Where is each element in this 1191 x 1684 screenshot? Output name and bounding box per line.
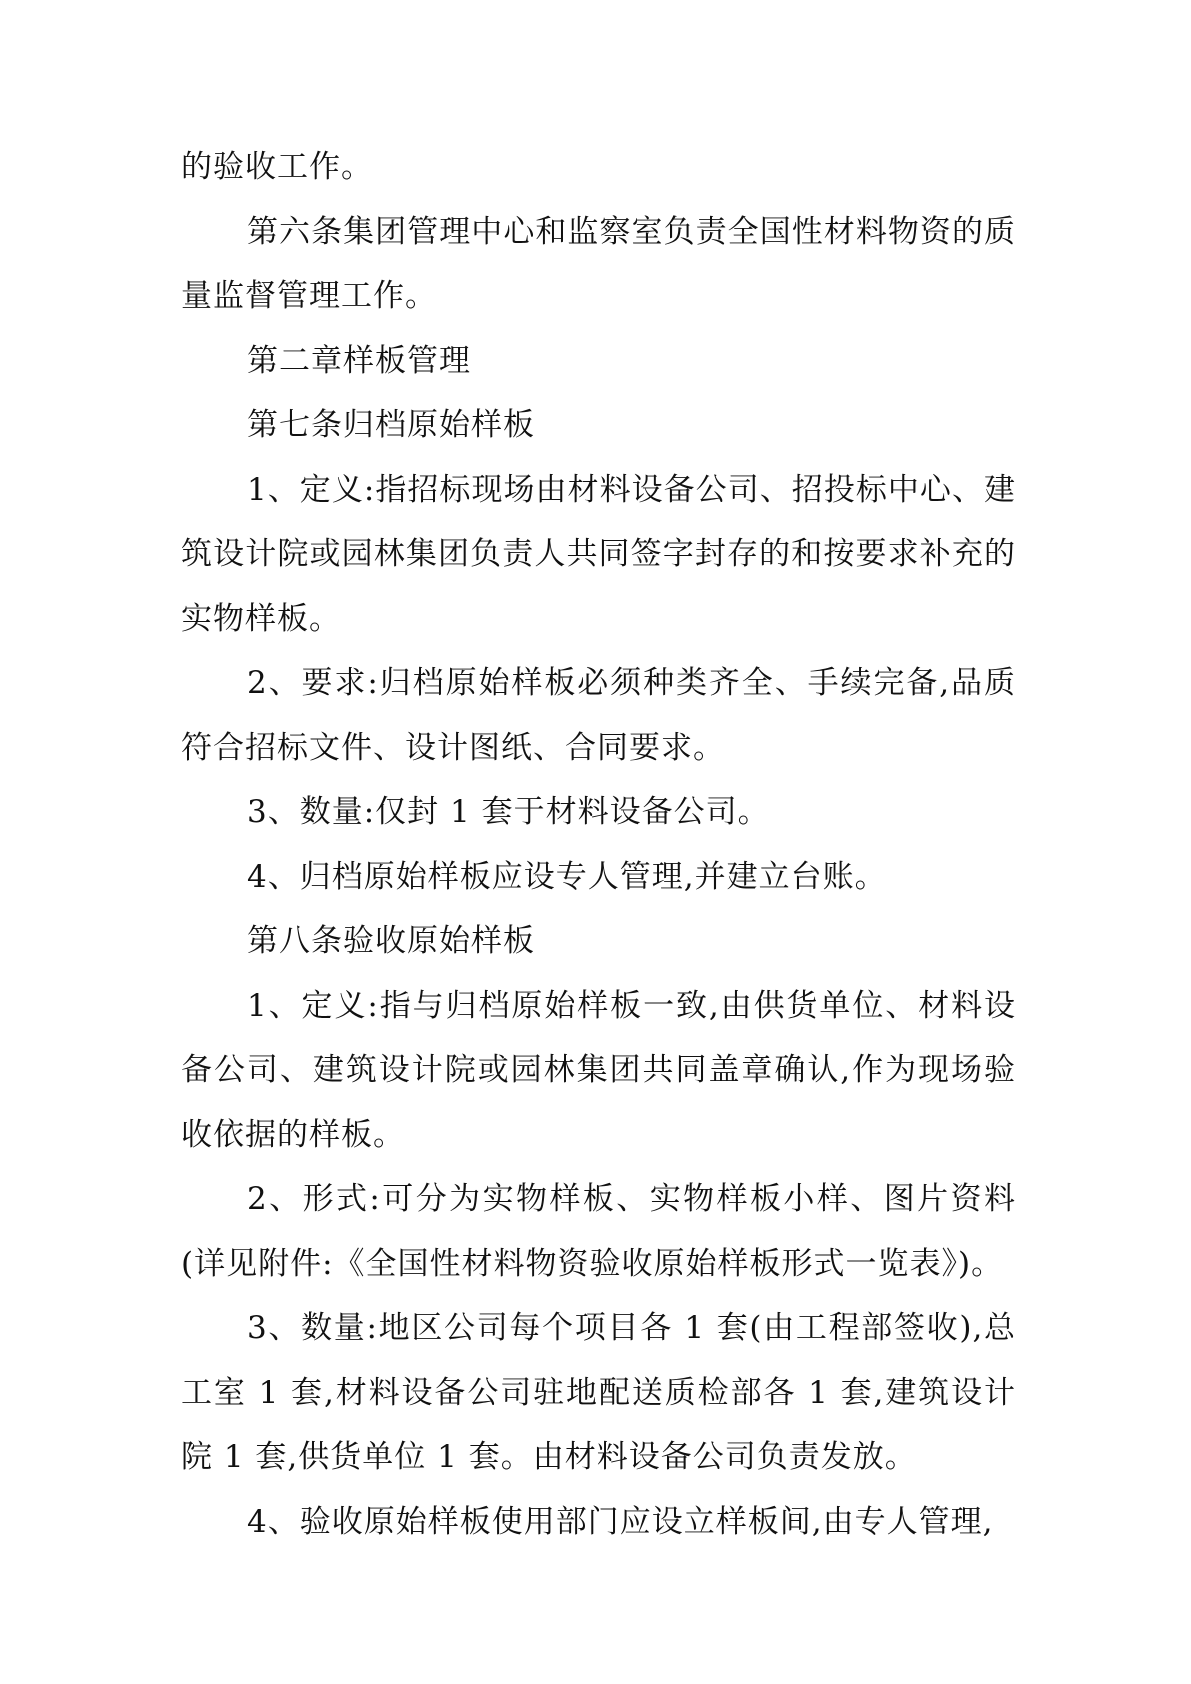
- article-8-item-1: 1、定义:指与归档原始样板一致,由供货单位、材料设备公司、建筑设计院或园林集团共同盖章确认,作为现场验收依据的样板。: [181, 987, 1016, 1153]
- article-8-heading: 第八条验收原始样板: [247, 923, 535, 959]
- document-body: [181, 135, 1016, 1554]
- article-7-item-2: 2、要求:归档原始样板必须种类齐全、手续完备,品质符合招标文件、设计图纸、合同要求。: [181, 665, 1016, 766]
- article-7-item-4: 4、归档原始样板应设专人管理,并建立台账。: [247, 858, 887, 895]
- article-7-item-1: 1、定义:指招标现场由材料设备公司、招投标中心、建筑设计院或园林集团负责人共同签字封存的和按要求补充的实物样板。: [181, 471, 1016, 637]
- paragraph-article-6: 第六条集团管理中心和监察室负责全国性材料物资的质量监督管理工作。: [181, 213, 1016, 314]
- paragraph-continuation: 的验收工作。: [181, 149, 373, 185]
- article-8-item-3: 3、数量:地区公司每个项目各 1 套(由工程部签收),总工室 1 套,材料设备公司驻地配送质检部各 1 套,建筑设计院 1 套,供货单位 1 套。由材料设备公司负责发放。: [181, 1310, 1016, 1475]
- article-8-item-2: 2、形式:可分为实物样板、实物样板小样、图片资料(详见附件:《全国性材料物资验收原始样板形式一览表》)。: [181, 1181, 1016, 1282]
- chapter-heading: 第二章样板管理: [247, 342, 471, 379]
- article-8-item-4: 4、验收原始样板使用部门应设立样板间,由专人管理,: [247, 1503, 994, 1540]
- article-7-heading: 第七条归档原始样板: [247, 407, 535, 443]
- article-7-item-3: 3、数量:仅封 1 套于材料设备公司。: [247, 794, 770, 830]
